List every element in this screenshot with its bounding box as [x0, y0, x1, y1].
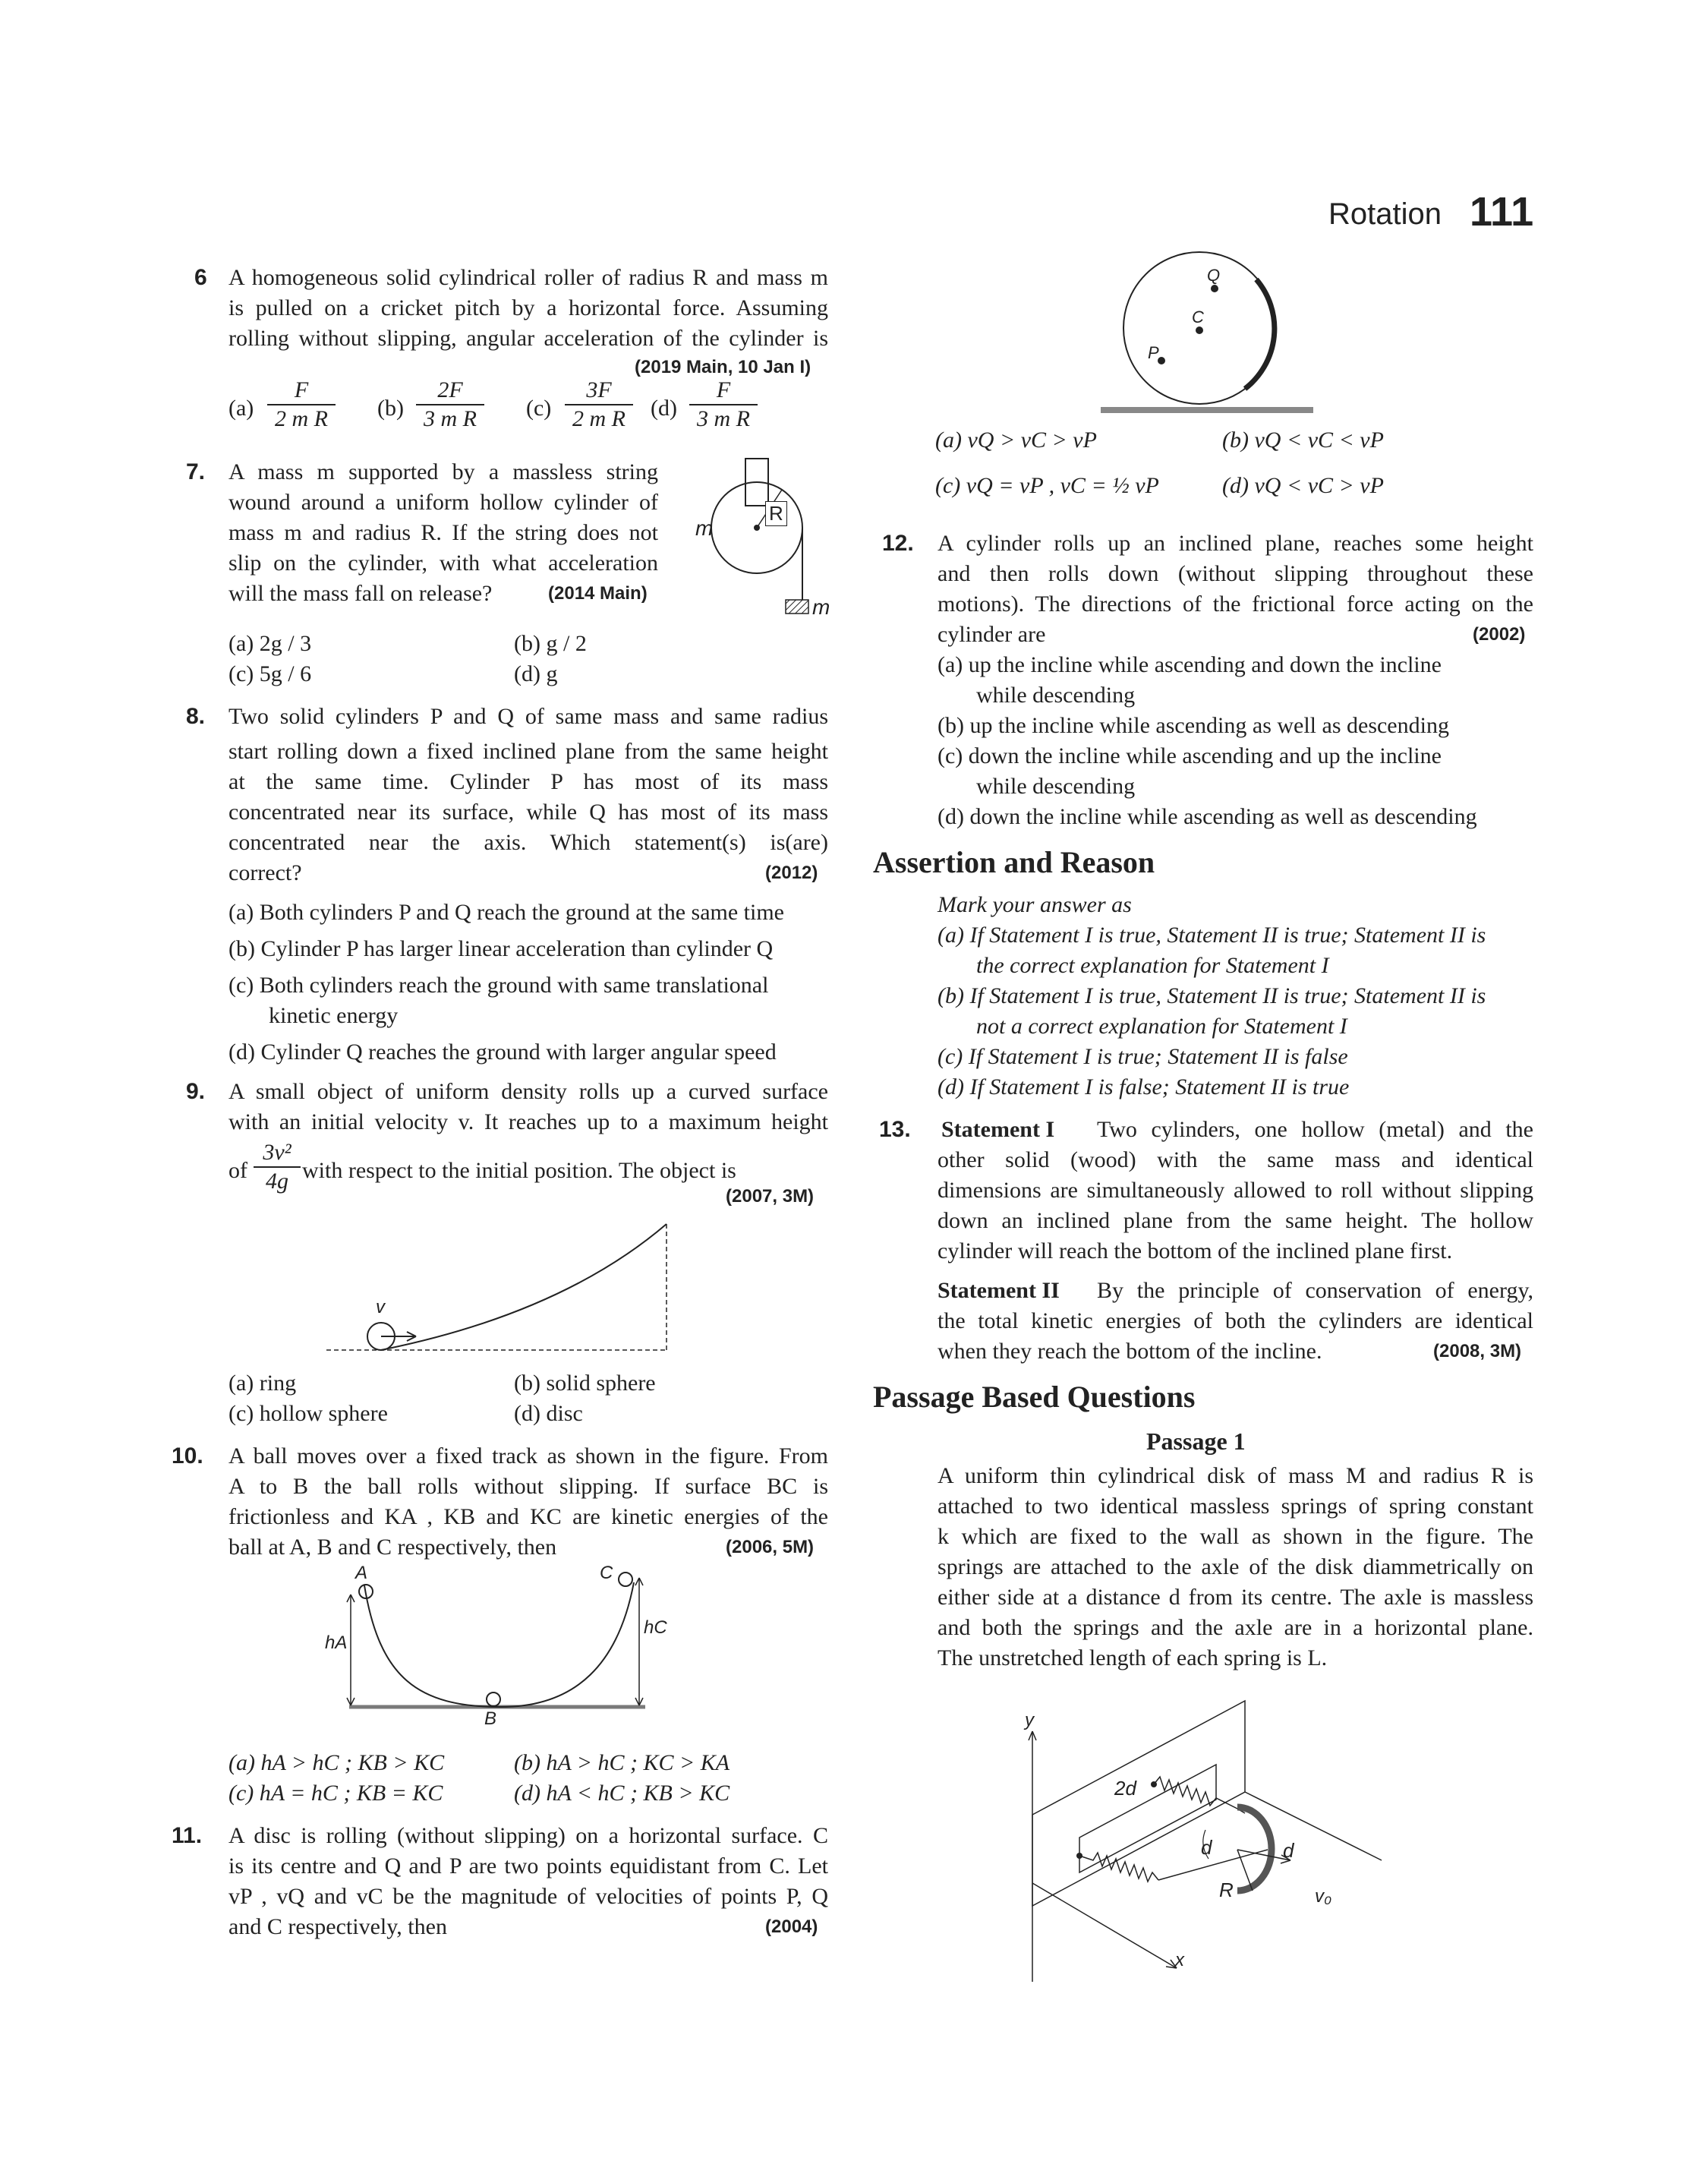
- q10-line-1: A ball moves over a fixed track as shown in the figure. From: [228, 1443, 828, 1468]
- q10-number: 10.: [172, 1443, 203, 1468]
- q12-line-3: motions). The directions of the frictional force acting on the: [938, 591, 1533, 617]
- q9-frac-num: 3v²: [254, 1139, 301, 1168]
- passage-spring-upper: [1154, 1777, 1245, 1813]
- q11-option-d: (d) vQ < vC > vP: [1222, 473, 1384, 498]
- q12-option-a: (a) up the incline while ascending and down the incline: [938, 652, 1442, 677]
- q13-source: (2008, 3M): [1433, 1341, 1522, 1361]
- q6-source: (2019 Main, 10 Jan I): [635, 357, 811, 377]
- q10-track: [364, 1582, 634, 1707]
- passage-line-5: either side at a distance d from its centre. The axle is massless: [938, 1585, 1533, 1610]
- q11-option-b: (b) vQ < vC < vP: [1222, 427, 1384, 453]
- q13-s1-line-3: dimensions are simultaneously allowed to roll without slipping: [938, 1178, 1533, 1203]
- passage-fig-label-y: y: [1025, 1710, 1034, 1730]
- q12-option-d: (d) down the incline while ascending as well as descending: [938, 804, 1477, 829]
- q11-source: (2004): [765, 1916, 818, 1937]
- q6-line-1: A homogeneous solid cylindrical roller of radius R and mass m: [228, 265, 828, 290]
- q13-statement-1-label: Statement I: [941, 1117, 1055, 1142]
- q7-number: 7.: [186, 459, 206, 484]
- q10-ball-C: [619, 1573, 632, 1586]
- q11-fig-label-P: P: [1148, 343, 1159, 362]
- passage-line-2: attached to two identical massless springs of spring constant: [938, 1494, 1533, 1519]
- q9-line-2: with an initial velocity v. It reaches up to a maximum height: [228, 1109, 828, 1134]
- q11-point-C: [1196, 327, 1203, 334]
- q6-option-d-den: 3 m R: [697, 406, 750, 431]
- q7-fig-label-R: R: [765, 501, 787, 526]
- q12-option-a-cont: while descending: [976, 683, 1136, 708]
- q10-fig-label-hA: hA: [325, 1633, 348, 1653]
- q6-option-d-label: (d): [651, 396, 677, 421]
- q11-disc-shadow: [1245, 279, 1275, 389]
- assertion-intro: Mark your answer as: [938, 892, 1132, 917]
- passage-line-4: springs are attached to the axle of the disk diammetrically on: [938, 1554, 1533, 1579]
- q10-figure: [334, 1572, 653, 1724]
- q6-option-b-label: (b): [377, 396, 404, 421]
- q10-option-b: (b) hA > hC ; KC > KA: [514, 1750, 730, 1775]
- q8-number: 8.: [186, 704, 206, 729]
- q6-number: 6: [194, 265, 207, 290]
- assertion-option-b: (b) If Statement I is true, Statement II is true; Statement II is: [938, 983, 1486, 1008]
- q8-line-1: Two solid cylinders P and Q of same mass and same radius: [228, 704, 828, 729]
- q9-of: of: [228, 1158, 247, 1183]
- passage-wall: [1032, 1701, 1245, 1906]
- q6-option-b-num: 2F: [416, 377, 484, 405]
- q11-line-2: is its centre and Q and P are two points equidistant from C. Let: [228, 1853, 828, 1879]
- q7-option-b: (b) g / 2: [514, 631, 587, 656]
- q9-height-frac: [254, 1139, 301, 1195]
- q6-option-c-frac: [565, 377, 633, 433]
- assertion-option-d: (d) If Statement I is false; Statement II is true: [938, 1074, 1350, 1099]
- assertion-option-a-cont: the correct explanation for Statement I: [976, 953, 1329, 978]
- passage-fig-label-d2: d: [1283, 1839, 1294, 1862]
- q6-line-3: rolling without slipping, angular acceleration of the cylinder is: [228, 326, 828, 351]
- assertion-heading: Assertion and Reason: [873, 845, 1155, 879]
- q6-option-c-den: 2 m R: [572, 406, 626, 431]
- q7-mass-block: [786, 600, 808, 614]
- q8-line-5: concentrated near the axis. Which statement(s) is(are): [228, 830, 828, 855]
- q6-option-a-den: 2 m R: [275, 406, 328, 431]
- passage-line-7: The unstretched length of each spring is L.: [938, 1645, 1328, 1670]
- q11-line-3: vP , vQ and vC be the magnitude of velocities of points P, Q: [228, 1884, 828, 1909]
- q10-ball-B: [487, 1692, 500, 1706]
- q11-fig-label-Q: Q: [1207, 266, 1221, 285]
- page-number: 111: [1470, 189, 1534, 235]
- passage-fig-label-x: x: [1175, 1950, 1184, 1970]
- q7-option-a: (a) 2g / 3: [228, 631, 312, 656]
- q7-source: (2014 Main): [548, 583, 648, 604]
- q8-line-6: correct?: [228, 860, 302, 885]
- q12-source: (2002): [1473, 624, 1526, 645]
- q13-s2-line-1: By the principle of conservation of energy,: [1097, 1278, 1533, 1303]
- q13-s1-line-5: cylinder will reach the bottom of the inclined plane first.: [938, 1238, 1453, 1263]
- passage-disk: [1237, 1807, 1272, 1891]
- passage-fig-label-2d: 2d: [1114, 1777, 1136, 1800]
- passage-x-axis: [1032, 1883, 1177, 1968]
- q13-statement-2-label: Statement II: [938, 1278, 1060, 1303]
- q10-fig-label-A: A: [355, 1563, 368, 1583]
- q7-line-5: will the mass fall on release?: [228, 581, 493, 606]
- q8-option-b: (b) Cylinder P has larger linear acceleration than cylinder Q: [228, 936, 774, 961]
- q7-option-c: (c) 5g / 6: [228, 661, 312, 686]
- passage-line-6: and both the springs and the axle are in a horizontal plane.: [938, 1615, 1533, 1640]
- q9-option-a: (a) ring: [228, 1371, 297, 1396]
- q10-line-4: ball at A, B and C respectively, then: [228, 1535, 557, 1560]
- q13-s1-line-4: down an inclined plane from the same height. The hollow: [938, 1208, 1533, 1233]
- q10-line-3: frictionless and KA , KB and KC are kinetic energies of the: [228, 1504, 828, 1529]
- q6-option-a-frac: [267, 377, 336, 433]
- q12-line-4: cylinder are: [938, 622, 1046, 647]
- q7-fig-label-m-left: m: [695, 516, 714, 540]
- q11-option-c: (c) vQ = vP , vC = ½ vP: [935, 473, 1159, 498]
- q8-option-c-cont: kinetic energy: [269, 1003, 399, 1028]
- q11-fig-label-C: C: [1192, 308, 1204, 327]
- q8-line-2: start rolling down a fixed inclined plane from the same height: [228, 739, 828, 764]
- q11-point-Q: [1211, 285, 1218, 292]
- q12-option-c-cont: while descending: [976, 774, 1136, 799]
- q7-line-2: wound around a uniform hollow cylinder of: [228, 490, 658, 515]
- q10-fig-label-hC: hC: [644, 1617, 667, 1638]
- q10-source: (2006, 5M): [726, 1537, 815, 1557]
- passage-fig-label-v0: v₀: [1315, 1886, 1332, 1907]
- q6-option-b-den: 3 m R: [424, 406, 477, 431]
- q13-s1-line-2: other solid (wood) with the same mass and identical: [938, 1147, 1533, 1172]
- q8-source: (2012): [765, 863, 818, 883]
- q8-option-a: (a) Both cylinders P and Q reach the ground at the same time: [228, 900, 784, 925]
- q6-option-c-num: 3F: [565, 377, 633, 405]
- running-header-section: Rotation: [1328, 197, 1442, 231]
- passage-axle: [1158, 1850, 1268, 1880]
- q8-option-d: (d) Cylinder Q reaches the ground with larger angular speed: [228, 1039, 777, 1065]
- passage-heading: Passage Based Questions: [873, 1380, 1196, 1414]
- q10-line-2: A to B the ball rolls without slipping. If surface BC is: [228, 1474, 828, 1499]
- q6-line-2: is pulled on a cricket pitch by a horizontal force. Assuming: [228, 295, 828, 320]
- q12-option-c: (c) down the incline while ascending and up the incline: [938, 743, 1442, 768]
- q12-line-2: and then rolls down (without slipping throughout these: [938, 561, 1533, 586]
- q8-option-c: (c) Both cylinders reach the ground with same translational: [228, 973, 769, 998]
- q13-s1-line-1: Two cylinders, one hollow (metal) and the: [1097, 1117, 1533, 1142]
- q7-option-d: (d) g: [514, 661, 558, 686]
- q7-fig-label-m-right: m: [812, 595, 830, 619]
- q13-s2-line-2: the total kinetic energies of both the cylinders are identical: [938, 1308, 1533, 1333]
- q8-line-4: concentrated near its surface, while Q has most of its mass: [228, 800, 828, 825]
- q9-option-c: (c) hollow sphere: [228, 1401, 388, 1426]
- q12-option-b: (b) up the incline while ascending as well as descending: [938, 713, 1449, 738]
- passage-title: Passage 1: [1146, 1427, 1246, 1455]
- q12-number: 12.: [882, 531, 914, 556]
- q9-figure: [319, 1215, 683, 1367]
- q9-number: 9.: [186, 1079, 206, 1104]
- passage-line-1: A uniform thin cylindrical disk of mass M and radius R is: [938, 1463, 1533, 1488]
- q8-line-3: at the same time. Cylinder P has most of its mass: [228, 769, 828, 794]
- q7-line-3: mass m and radius R. If the string does not: [228, 520, 658, 545]
- q7-line-1: A mass m supported by a massless string: [228, 459, 658, 484]
- q10-fig-label-B: B: [484, 1708, 497, 1729]
- q9-line-3: with respect to the initial position. The object is: [302, 1158, 736, 1183]
- q13-s2-line-3: when they reach the bottom of the incline.: [938, 1339, 1322, 1364]
- q13-number: 13.: [879, 1117, 911, 1142]
- q6-option-c-label: (c): [526, 396, 552, 421]
- q6-option-b-frac: [416, 377, 484, 433]
- assertion-option-b-cont: not a correct explanation for Statement I: [976, 1014, 1347, 1039]
- passage-fig-label-d1: d: [1201, 1836, 1212, 1859]
- passage-line-3: k which are fixed to the wall as shown in the figure. The: [938, 1524, 1533, 1549]
- q10-option-d: (d) hA < hC ; KB > KC: [514, 1781, 730, 1806]
- q6-option-a-label: (a): [228, 396, 254, 421]
- q10-fig-label-C: C: [600, 1563, 613, 1583]
- q11-option-a: (a) vQ > vC > vP: [935, 427, 1097, 453]
- q9-fig-label-v: v: [376, 1297, 385, 1317]
- q9-frac-den: 4g: [266, 1169, 288, 1194]
- q9-curved-surface: [381, 1224, 666, 1350]
- q7-line-4: slip on the cylinder, with what acceleration: [228, 550, 658, 576]
- q6-option-d-frac: [689, 377, 758, 433]
- q9-option-d: (d) disc: [514, 1401, 583, 1426]
- passage-fig-label-R: R: [1219, 1879, 1234, 1901]
- q6-option-a-num: F: [267, 377, 336, 405]
- q9-source: (2007, 3M): [726, 1186, 815, 1207]
- q12-line-1: A cylinder rolls up an inclined plane, reaches some height: [938, 531, 1533, 556]
- assertion-option-a: (a) If Statement I is true, Statement II is true; Statement II is: [938, 923, 1486, 948]
- q9-line-1: A small object of uniform density rolls up a curved surface: [228, 1079, 828, 1104]
- passage-spring-lower: [1079, 1853, 1158, 1882]
- q10-option-a: (a) hA > hC ; KB > KC: [228, 1750, 445, 1775]
- q9-option-b: (b) solid sphere: [514, 1371, 656, 1396]
- assertion-option-c: (c) If Statement I is true; Statement II is false: [938, 1044, 1348, 1069]
- q6-option-d-num: F: [689, 377, 758, 405]
- q11-number: 11.: [172, 1823, 203, 1848]
- q11-line-1: A disc is rolling (without slipping) on a horizontal surface. C: [228, 1823, 828, 1848]
- q10-option-c: (c) hA = hC ; KB = KC: [228, 1781, 443, 1806]
- q11-line-4: and C respectively, then: [228, 1914, 447, 1939]
